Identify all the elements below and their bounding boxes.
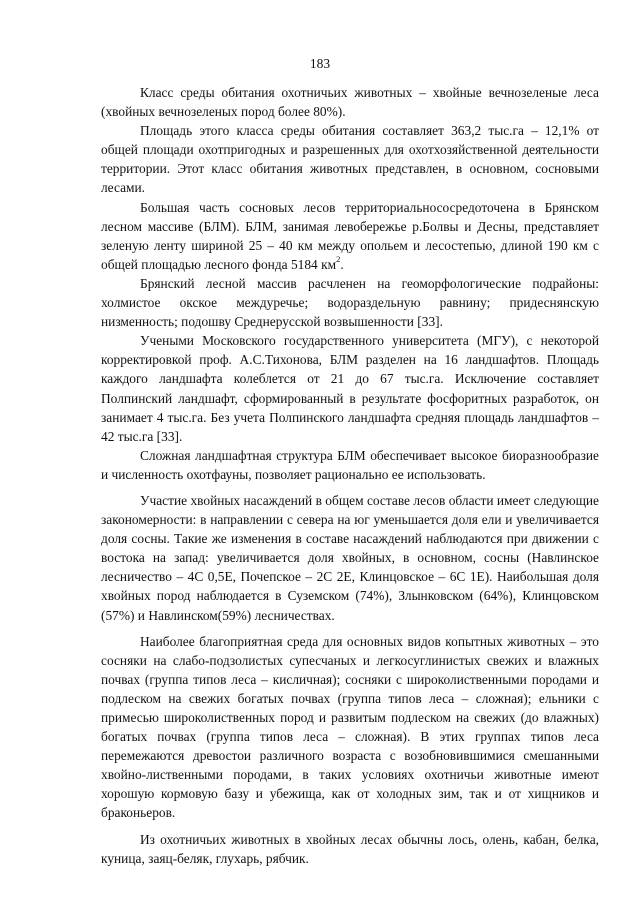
paragraph-habitat-area: Площадь этого класса среды обитания составляет 363,2 тыс.га – 12,1% от общей площади охотпригодных и разрешенных для охотхозяйственной деятельности территории. Этот класс обитания животных представлен, в основном, сосновыми лесами. — [101, 123, 599, 196]
page-body — [101, 83, 599, 868]
paragraph-geomorphology: Брянский лесной массив расчленен на геоморфологические подрайоны: холмистое окское междуречье; водораздельную равнину; придеснянскую низменность; подошву Среднерусской возвышенности [33]. — [101, 275, 599, 330]
paragraph-game-animals: Из охотничьих животных в хвойных лесах обычны лось, олень, кабан, белка, куница, заяц-беляк, глухарь, рябчик. — [101, 831, 599, 866]
paragraph-blm-tail: . — [340, 256, 344, 272]
superscript-squared: 2 — [336, 254, 341, 265]
paragraph-blm-text: Большая часть сосновых лесов территориальнососредоточена в Брянском лесном массиве (БЛМ). БЛМ, занимая левобережье р.Болвы и Десны, представляет зеленую ленту шириной 25 – 40 км между опольем и лесостепью, длиной 190 км с общей площадью лесного фонда 5184 км — [101, 199, 599, 272]
paragraph-landscape-structure: Сложная ландшафтная структура БЛМ обеспечивает высокое биоразнообразие и численность охотфауны, позволяет рационально ее использовать. — [101, 447, 599, 482]
page-number: 183 — [309, 56, 331, 71]
paragraph-blm-pine-forests — [101, 198, 599, 274]
paragraph-favorable-habitat: Наиболее благоприятная среда для основных видов копытных животных – это сосняки на слабо-подзолистых супесчаных и легкосуглинистых свежих и влажных почвах (группа типов леса – кисличная); сосняки с широколиственными породами и подлеском на свежих богатых почвах (группа типов леса – сложная); ельники с примесью широколиственных пород и развитым подлеском на свежих (до влажных) богатых почвах (группа типов леса – сложная). В этих группах типов леса перемежаются древостои различного возраста с возобновившимися смешанными хвойно-лиственными породами, в таких условиях охотничьи животные имеют хорошую кормовую базу и убежища, как от холодных зим, так и от хищников и браконьеров. — [101, 633, 599, 821]
paragraph-conifer-share: Участие хвойных насаждений в общем составе лесов области имеет следующие закономерности: в направлении с севера на юг уменьшается доля ели и увеличивается доля сосны. Такие же изменения в составе насаждений наблюдаются при движении с востока на запад: увеличивается доля хвойных, в основном, сосны (Навлинское лесничество – 4С 0,5Е, Почепское – 2С 2Е, Клинцовское – 6С 1Е). Наибольшая доля хвойных пород наблюдается в Суземском (74%), Злынковском (64%), Клинцовском (57%) и Навлинском(59%) лесничествах. — [101, 492, 599, 623]
paragraph-landscapes: Учеными Московского государственного университета (МГУ), с некоторой корректировкой проф. А.С.Тихонова, БЛМ разделен на 16 ландшафтов. Площадь каждого ландшафта колеблется от 21 до 67 тыс.га. Исключение составляет Полпинский ландшафт, сформированный в результате фосфоритных разработок, он занимает 4 тыс.га. Без учета Полпинского ландшафта средняя площадь ландшафтов – 42 тыс.га [33]. — [101, 333, 599, 444]
paragraph-habitat-class: Класс среды обитания охотничьих животных – хвойные вечнозеленые леса (хвойных вечнозеленых пород более 80%). — [101, 85, 599, 120]
